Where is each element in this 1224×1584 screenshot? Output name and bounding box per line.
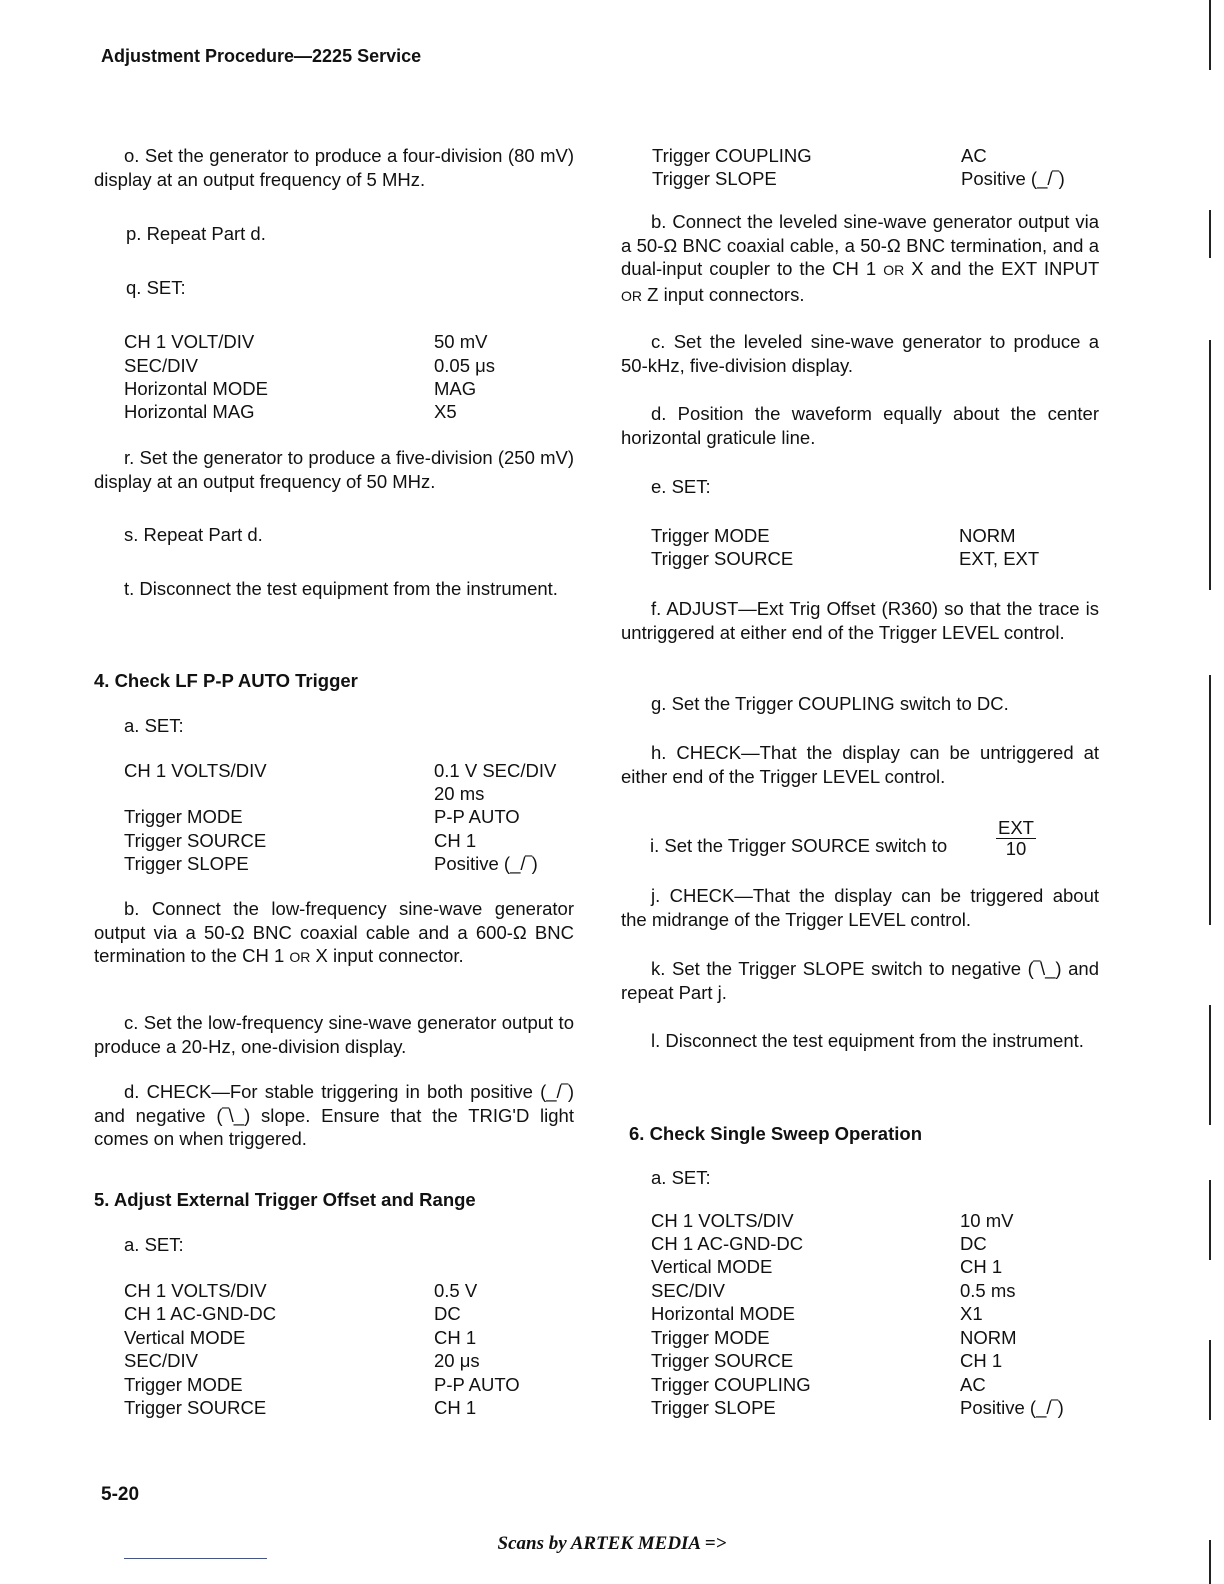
step-d-right: d. Position the waveform equally about the center horizontal graticule line.	[621, 403, 1099, 448]
step-p: p. Repeat Part d.	[126, 223, 266, 244]
setting-label: Trigger SOURCE	[651, 548, 794, 569]
setting-label: Horizontal MODE	[651, 1303, 795, 1324]
setting-value: CH 1	[434, 1397, 477, 1418]
section-6-step-a: a. SET:	[651, 1167, 711, 1188]
setting-label: Trigger COUPLING	[651, 1374, 811, 1395]
step-q: q. SET:	[126, 277, 186, 298]
setting-label: Trigger SLOPE	[124, 853, 249, 874]
step-f-right: f. ADJUST—Ext Trig Offset (R360) so that the trace is untriggered at either end of the Trigger LEVEL control.	[621, 598, 1099, 643]
step-t: t. Disconnect the test equipment from the instrument.	[124, 578, 558, 599]
setting-value: 20 ms	[434, 783, 485, 804]
step-k-right: k. Set the Trigger SLOPE switch to negative (‾\_) and repeat Part j.	[621, 958, 1099, 1003]
setting-label: CH 1 VOLTS/DIV	[124, 1280, 267, 1301]
setting-value: 0.5 ms	[960, 1280, 1016, 1301]
setting-label: CH 1 AC-GND-DC	[651, 1233, 804, 1254]
setting-label: Vertical MODE	[651, 1256, 773, 1277]
setting-value: CH 1	[434, 830, 477, 851]
fraction-denominator: 10	[1005, 838, 1027, 859]
setting-label: SEC/DIV	[124, 1350, 199, 1371]
setting-value: Positive (_/‾)	[961, 168, 1065, 189]
setting-label: Trigger SOURCE	[124, 830, 267, 851]
setting-value: CH 1	[960, 1256, 1003, 1277]
section-5-step-a: a. SET:	[124, 1234, 184, 1255]
setting-value: Positive (_/‾)	[434, 853, 538, 874]
setting-label: Trigger SLOPE	[651, 1397, 776, 1418]
setting-label: SEC/DIV	[124, 355, 199, 376]
setting-value: AC	[960, 1374, 986, 1395]
setting-value: NORM	[959, 525, 1016, 546]
setting-label: Trigger MODE	[651, 525, 770, 546]
setting-label: Trigger SOURCE	[124, 1397, 267, 1418]
setting-label: Horizontal MAG	[124, 401, 255, 422]
setting-value: NORM	[960, 1327, 1017, 1348]
step-j-right: j. CHECK—That the display can be triggered about the midrange of the Trigger LEVEL control.	[621, 885, 1099, 930]
setting-value: EXT, EXT	[959, 548, 1040, 569]
change-bar	[1209, 1180, 1211, 1260]
setting-value: X5	[434, 401, 457, 422]
step-i-right: i. Set the Trigger SOURCE switch to	[650, 835, 948, 856]
step-o: o. Set the generator to produce a four-division (80 mV) display at an output frequency of 5 MHz.	[94, 145, 574, 190]
step-b-right: b. Connect the leveled sine-wave generator output via a 50-Ω BNC coaxial cable, a 50-Ω BNC termination, and a dual-input coupler to the CH 1 OR X and the EXT INPUT OR Z input connectors.	[621, 211, 1099, 305]
change-bar	[1209, 210, 1211, 258]
setting-value: AC	[961, 145, 987, 166]
ext-10-fraction	[996, 818, 1036, 859]
setting-value: 50 mV	[434, 331, 488, 352]
setting-label: Trigger COUPLING	[652, 145, 812, 166]
setting-label: Trigger SLOPE	[652, 168, 777, 189]
page-number: 5-20	[101, 1484, 140, 1505]
step-l-right: l. Disconnect the test equipment from the instrument.	[651, 1030, 1084, 1051]
setting-value: MAG	[434, 378, 477, 399]
setting-label: Trigger MODE	[124, 806, 243, 827]
section-4-step-d: d. CHECK—For stable triggering in both positive (_/‾) and negative (‾\_) slope. Ensure that the TRIG'D light comes on when triggered.	[94, 1081, 574, 1149]
section-4-step-b: b. Connect the low-frequency sine-wave generator output via a 50-Ω BNC coaxial cable and a 600-Ω BNC termination to the CH 1 OR X input connector.	[94, 898, 574, 966]
setting-label: SEC/DIV	[651, 1280, 726, 1301]
setting-label: CH 1 VOLTS/DIV	[124, 760, 267, 781]
setting-label: CH 1 VOLT/DIV	[124, 331, 255, 352]
setting-value: P-P AUTO	[434, 1374, 520, 1395]
change-bar	[1209, 0, 1211, 70]
setting-value: DC	[960, 1233, 987, 1254]
change-bar	[1209, 1340, 1211, 1420]
setting-label: CH 1 VOLTS/DIV	[651, 1210, 794, 1231]
step-g-right: g. Set the Trigger COUPLING switch to DC.	[651, 693, 1009, 714]
step-e-right: e. SET:	[651, 476, 711, 497]
setting-label: Trigger SOURCE	[651, 1350, 794, 1371]
section-6-title: 6. Check Single Sweep Operation	[629, 1123, 923, 1144]
fraction-numerator: EXT	[996, 818, 1036, 839]
setting-label: Horizontal MODE	[124, 378, 268, 399]
step-h-right: h. CHECK—That the display can be untriggered at either end of the Trigger LEVEL control.	[621, 742, 1099, 787]
setting-value: CH 1	[434, 1327, 477, 1348]
setting-value: 0.1 V SEC/DIV	[434, 760, 557, 781]
setting-value: P-P AUTO	[434, 806, 520, 827]
setting-label: CH 1 AC-GND-DC	[124, 1303, 277, 1324]
setting-value: 10 mV	[960, 1210, 1014, 1231]
link-underline	[124, 1558, 267, 1559]
change-bar	[1209, 1005, 1211, 1125]
step-s: s. Repeat Part d.	[124, 524, 263, 545]
setting-value: Positive (_/‾)	[960, 1397, 1064, 1418]
section-5-title: 5. Adjust External Trigger Offset and Range	[94, 1189, 476, 1210]
setting-label: Trigger MODE	[124, 1374, 243, 1395]
scan-credit: Scans by ARTEK MEDIA =>	[497, 1533, 727, 1554]
step-r: r. Set the generator to produce a five-division (250 mV) display at an output frequency of 50 MHz.	[94, 447, 574, 492]
section-4-step-a: a. SET:	[124, 715, 184, 736]
section-4-title: 4. Check LF P-P AUTO Trigger	[94, 670, 358, 691]
page-header: Adjustment Procedure—2225 Service	[101, 46, 422, 66]
change-bar	[1209, 675, 1211, 925]
setting-value: 0.5 V	[434, 1280, 478, 1301]
setting-value: DC	[434, 1303, 461, 1324]
step-c-right: c. Set the leveled sine-wave generator to produce a 50-kHz, five-division display.	[621, 331, 1099, 376]
setting-value: CH 1	[960, 1350, 1003, 1371]
change-bar	[1209, 340, 1211, 590]
setting-label: Vertical MODE	[124, 1327, 246, 1348]
setting-value: X1	[960, 1303, 983, 1324]
setting-value: 20 μs	[434, 1350, 480, 1371]
section-4-step-c: c. Set the low-frequency sine-wave generator output to produce a 20-Hz, one-division display.	[94, 1012, 574, 1057]
setting-label: Trigger MODE	[651, 1327, 770, 1348]
setting-value: 0.05 μs	[434, 355, 496, 376]
